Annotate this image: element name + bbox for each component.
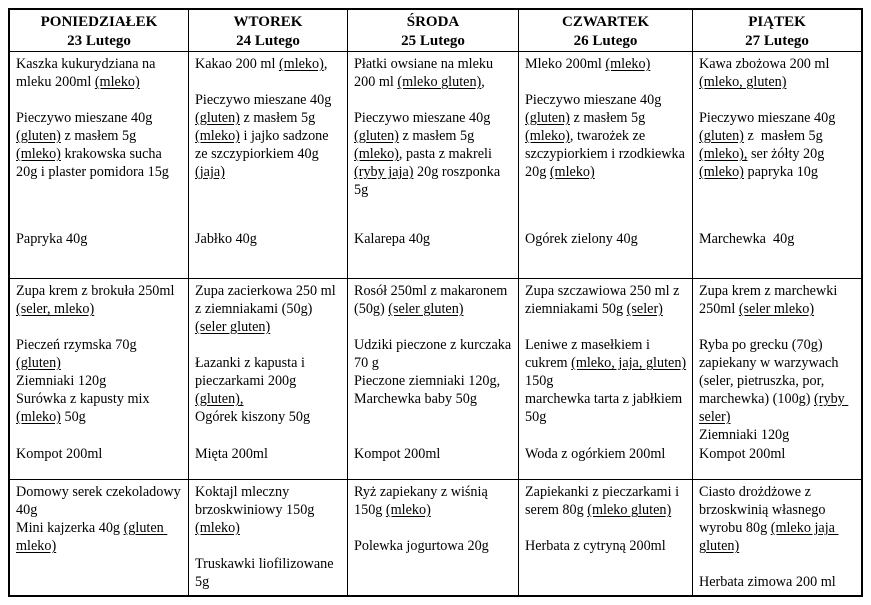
menu-item-line: Pieczywo mieszane 40g (gluten) z masłem 5g (mleko) i jajko sadzone ze szczypiorkiem 40g (jaja): [195, 92, 335, 180]
menu-item-line: Mleko 200ml (mleko): [525, 56, 651, 72]
header-sroda: [348, 10, 519, 52]
allergen-label: (gluten): [195, 110, 240, 126]
menu-item-line: Pieczeń rzymska 70g (gluten): [16, 337, 141, 371]
menu-item-line: Udziki pieczone z kurczaka 70 g: [354, 337, 515, 371]
day-name: PIĄTEK: [748, 14, 806, 30]
day-name: PONIEDZIAŁEK: [40, 14, 158, 30]
cell-lunch-wtorek: [189, 279, 348, 480]
day-date: 25 Lutego: [401, 33, 465, 49]
menu-item-line: Zupa zacierkowa 250 ml z ziemniakami (50g) (seler gluten): [195, 283, 340, 335]
menu-item-line: marchewka tarta z jabłkiem 50g: [525, 391, 686, 425]
menu-item-line: Herbata zimowa 200 ml: [699, 574, 836, 590]
bottom-item: Marchewka 40g: [699, 231, 795, 247]
menu-item-line: Leniwe z masełkiem i cukrem (mleko, jaja, gluten) 150g: [525, 337, 690, 389]
menu-item-line: Pieczywo mieszane 40g (gluten) z masłem 5g (mleko), ser żółty 20g (mleko) papryka 10g: [699, 110, 839, 180]
allergen-label: (seler gluten): [195, 319, 271, 335]
allergen-label: (gluten): [354, 128, 399, 144]
menu-item-line: Zapiekanki z pieczarkami i serem 80g (mleko gluten): [525, 484, 683, 518]
menu-item-line: Pieczywo mieszane 40g (gluten) z masłem 5g (mleko) krakowska sucha 20g i plaster pomidora 15g: [16, 110, 169, 180]
allergen-label: (gluten),: [195, 391, 244, 407]
menu-item-line: Surówka z kapusty mix (mleko) 50g: [16, 391, 154, 425]
menu-item-line: Domowy serek czekoladowy 40g: [16, 484, 185, 518]
allergen-label: (mleko): [385, 502, 431, 518]
bottom-item: Kompot 200ml: [699, 446, 786, 462]
header-czwartek: [519, 10, 693, 52]
allergen-label: (mleko): [16, 146, 61, 162]
allergen-label: (ryby seler): [699, 391, 849, 425]
allergen-label: (mleko): [699, 164, 744, 180]
cell-lunch-poniedzialek: [10, 279, 189, 480]
menu-item-line: Ogórek kiszony 50g: [195, 409, 311, 425]
cell-breakfast-piatek: [693, 52, 861, 279]
allergen-label: (gluten): [699, 128, 744, 144]
menu-item-line: Pieczywo mieszane 40g (gluten) z masłem 5g (mleko), twarożek ze szczypiorkiem i rzodkiewka 20g (mleko): [525, 92, 689, 180]
menu-item-line: Herbata z cytryną 200ml: [525, 538, 666, 554]
cell-lunch-sroda: [348, 279, 519, 480]
menu-item-line: Kakao 200 ml (mleko),: [195, 56, 328, 72]
bottom-item: Jabłko 40g: [195, 231, 257, 247]
cell-lunch-piatek: [693, 279, 861, 480]
bottom-item: Papryka 40g: [16, 231, 88, 247]
menu-item-line: Zupa krem z brokuła 250ml (seler, mleko): [16, 283, 178, 317]
allergen-label: (gluten mleko): [16, 520, 168, 554]
menu-item-line: Ziemniaki 120g: [699, 427, 790, 443]
allergen-label: (ryby jaja): [354, 164, 414, 180]
menu-item-line: Pieczone ziemniaki 120g,: [354, 373, 501, 389]
menu-item-line: Koktajl mleczny brzoskwiniowy 150g (mleko): [195, 484, 318, 536]
weekly-menu-table: [8, 8, 863, 597]
cell-breakfast-wtorek: [189, 52, 348, 279]
bottom-item: Mięta 200ml: [195, 446, 268, 462]
menu-item-line: Kaszka kukurydziana na mleku 200ml (mleko): [16, 56, 159, 90]
allergen-label: (mleko): [354, 146, 399, 162]
allergen-label: (gluten): [16, 355, 61, 371]
day-name: ŚRODA: [406, 14, 460, 30]
cell-snack-wtorek: [189, 480, 348, 595]
header-piatek: [693, 10, 861, 52]
allergen-label: (mleko jaja gluten): [699, 520, 839, 554]
allergen-label: (mleko): [278, 56, 324, 72]
menu-item-line: Pieczywo mieszane 40g (gluten) z masłem 5g (mleko), pasta z makreli (ryby jaja) 20g roszponka 5g: [354, 110, 504, 198]
allergen-label: (mleko),: [699, 146, 748, 162]
menu-item-line: Zupa szczawiowa 250 ml z ziemniakami 50g (seler): [525, 283, 683, 317]
cell-breakfast-sroda: [348, 52, 519, 279]
menu-item-line: Mini kajzerka 40g (gluten mleko): [16, 520, 168, 554]
menu-item-line: Truskawki liofilizowane 5g: [195, 556, 338, 590]
allergen-label: (mleko, gluten): [699, 74, 787, 90]
day-date: 27 Lutego: [745, 33, 809, 49]
menu-item-line: Marchewka baby 50g: [354, 391, 477, 407]
cell-snack-piatek: [693, 480, 861, 595]
bottom-item: Kalarepa 40g: [354, 231, 431, 247]
cell-breakfast-czwartek: [519, 52, 693, 279]
bottom-item: Ogórek zielony 40g: [525, 231, 638, 247]
menu-item-line: Ziemniaki 120g: [16, 373, 107, 389]
allergen-label: (mleko, jaja, gluten): [571, 355, 687, 371]
allergen-label: (mleko gluten): [587, 502, 672, 518]
menu-item-line: Kawa zbożowa 200 ml (mleko, gluten): [699, 56, 833, 90]
allergen-label: (seler mleko): [738, 301, 815, 317]
bottom-item: Woda z ogórkiem 200ml: [525, 446, 666, 462]
cell-snack-sroda: [348, 480, 519, 595]
allergen-label: (mleko): [94, 74, 140, 90]
cell-snack-czwartek: [519, 480, 693, 595]
menu-item-line: Ciasto drożdżowe z brzoskwinią własnego wyrobu 80g (mleko jaja gluten): [699, 484, 839, 554]
bottom-item: Kompot 200ml: [16, 446, 103, 462]
header-poniedzialek: [10, 10, 189, 52]
day-date: 23 Lutego: [67, 33, 131, 49]
day-date: 24 Lutego: [236, 33, 300, 49]
day-date: 26 Lutego: [573, 33, 638, 49]
bottom-item: Kompot 200ml: [354, 446, 441, 462]
allergen-label: (gluten): [525, 110, 570, 126]
day-name: CZWARTEK: [562, 14, 649, 30]
cell-lunch-czwartek: [519, 279, 693, 480]
menu-item-line: Płatki owsiane na mleku 200 ml (mleko gluten),: [354, 56, 497, 90]
allergen-label: (mleko): [549, 164, 595, 180]
menu-item-line: Zupa krem z marchewki 250ml (seler mleko): [699, 283, 841, 317]
cell-breakfast-poniedzialek: [10, 52, 189, 279]
menu-item-line: Ryba po grecku (70g) zapiekany w warzywach (seler, pietruszka, por, marchewka) (100g) (ryby seler): [699, 337, 849, 425]
allergen-label: (mleko): [605, 56, 651, 72]
allergen-label: (mleko): [16, 409, 61, 425]
allergen-label: (mleko): [195, 520, 240, 536]
allergen-label: (mleko): [195, 128, 240, 144]
allergen-label: (seler): [626, 301, 663, 317]
allergen-label: (mleko gluten): [397, 74, 482, 90]
menu-item-line: Polewka jogurtowa 20g: [354, 538, 489, 554]
menu-item-line: Łazanki z kapusta i pieczarkami 200g (gluten),: [195, 355, 309, 407]
day-name: WTOREK: [233, 14, 303, 30]
cell-snack-poniedzialek: [10, 480, 189, 595]
allergen-label: (seler, mleko): [16, 301, 95, 317]
allergen-label: (mleko): [525, 128, 570, 144]
header-wtorek: [189, 10, 348, 52]
allergen-label: (seler gluten): [388, 301, 464, 317]
menu-item-line: Ryż zapiekany z wiśnią 150g (mleko): [354, 484, 492, 518]
allergen-label: (gluten): [16, 128, 61, 144]
menu-item-line: Rosół 250ml z makaronem (50g) (seler gluten): [354, 283, 511, 317]
allergen-label: (jaja): [195, 164, 225, 180]
